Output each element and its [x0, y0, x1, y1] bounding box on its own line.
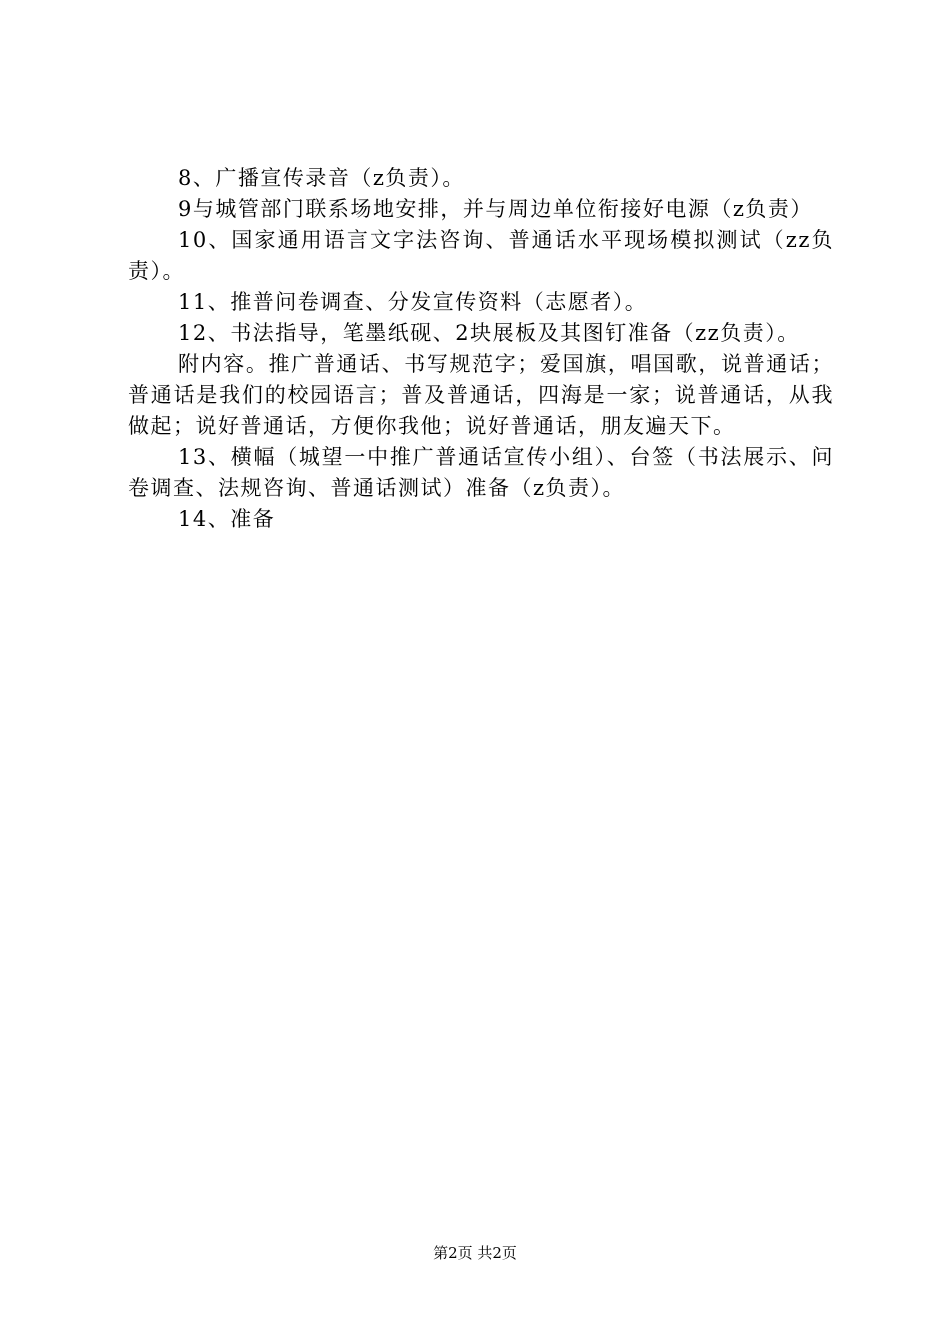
paragraph-item-13: 13、横幅（城望一中推广普通话宣传小组）、台签（书法展示、问卷调查、法规咨询、普通话测试）准备（z负责）。 [128, 445, 834, 500]
document-body [128, 163, 834, 535]
paragraph-appendix-slogans: 附内容。推广普通话、书写规范字；爱国旗，唱国歌，说普通话；普通话是我们的校园语言；普及普通话，四海是一家；说普通话，从我做起；说好普通话，方便你我他；说好普通话，朋友遍天下。 [128, 352, 834, 438]
paragraph-item-12: 12、书法指导，笔墨纸砚、2块展板及其图钉准备（zz负责）。 [178, 321, 800, 345]
paragraph-item-8: 8、广播宣传录音（z负责）。 [178, 166, 465, 190]
paragraph-item-11: 11、推普问卷调查、分发宣传资料（志愿者）。 [178, 290, 648, 314]
paragraph-item-9: 9与城管部门联系场地安排，并与周边单位衔接好电源（z负责） [178, 197, 813, 221]
paragraph-item-10: 10、国家通用语言文字法咨询、普通话水平现场模拟测试（zz负责）。 [128, 228, 834, 283]
paragraph-item-14: 14、准备 [178, 507, 276, 531]
page-footer: 第2页 共2页 [433, 1244, 517, 1262]
